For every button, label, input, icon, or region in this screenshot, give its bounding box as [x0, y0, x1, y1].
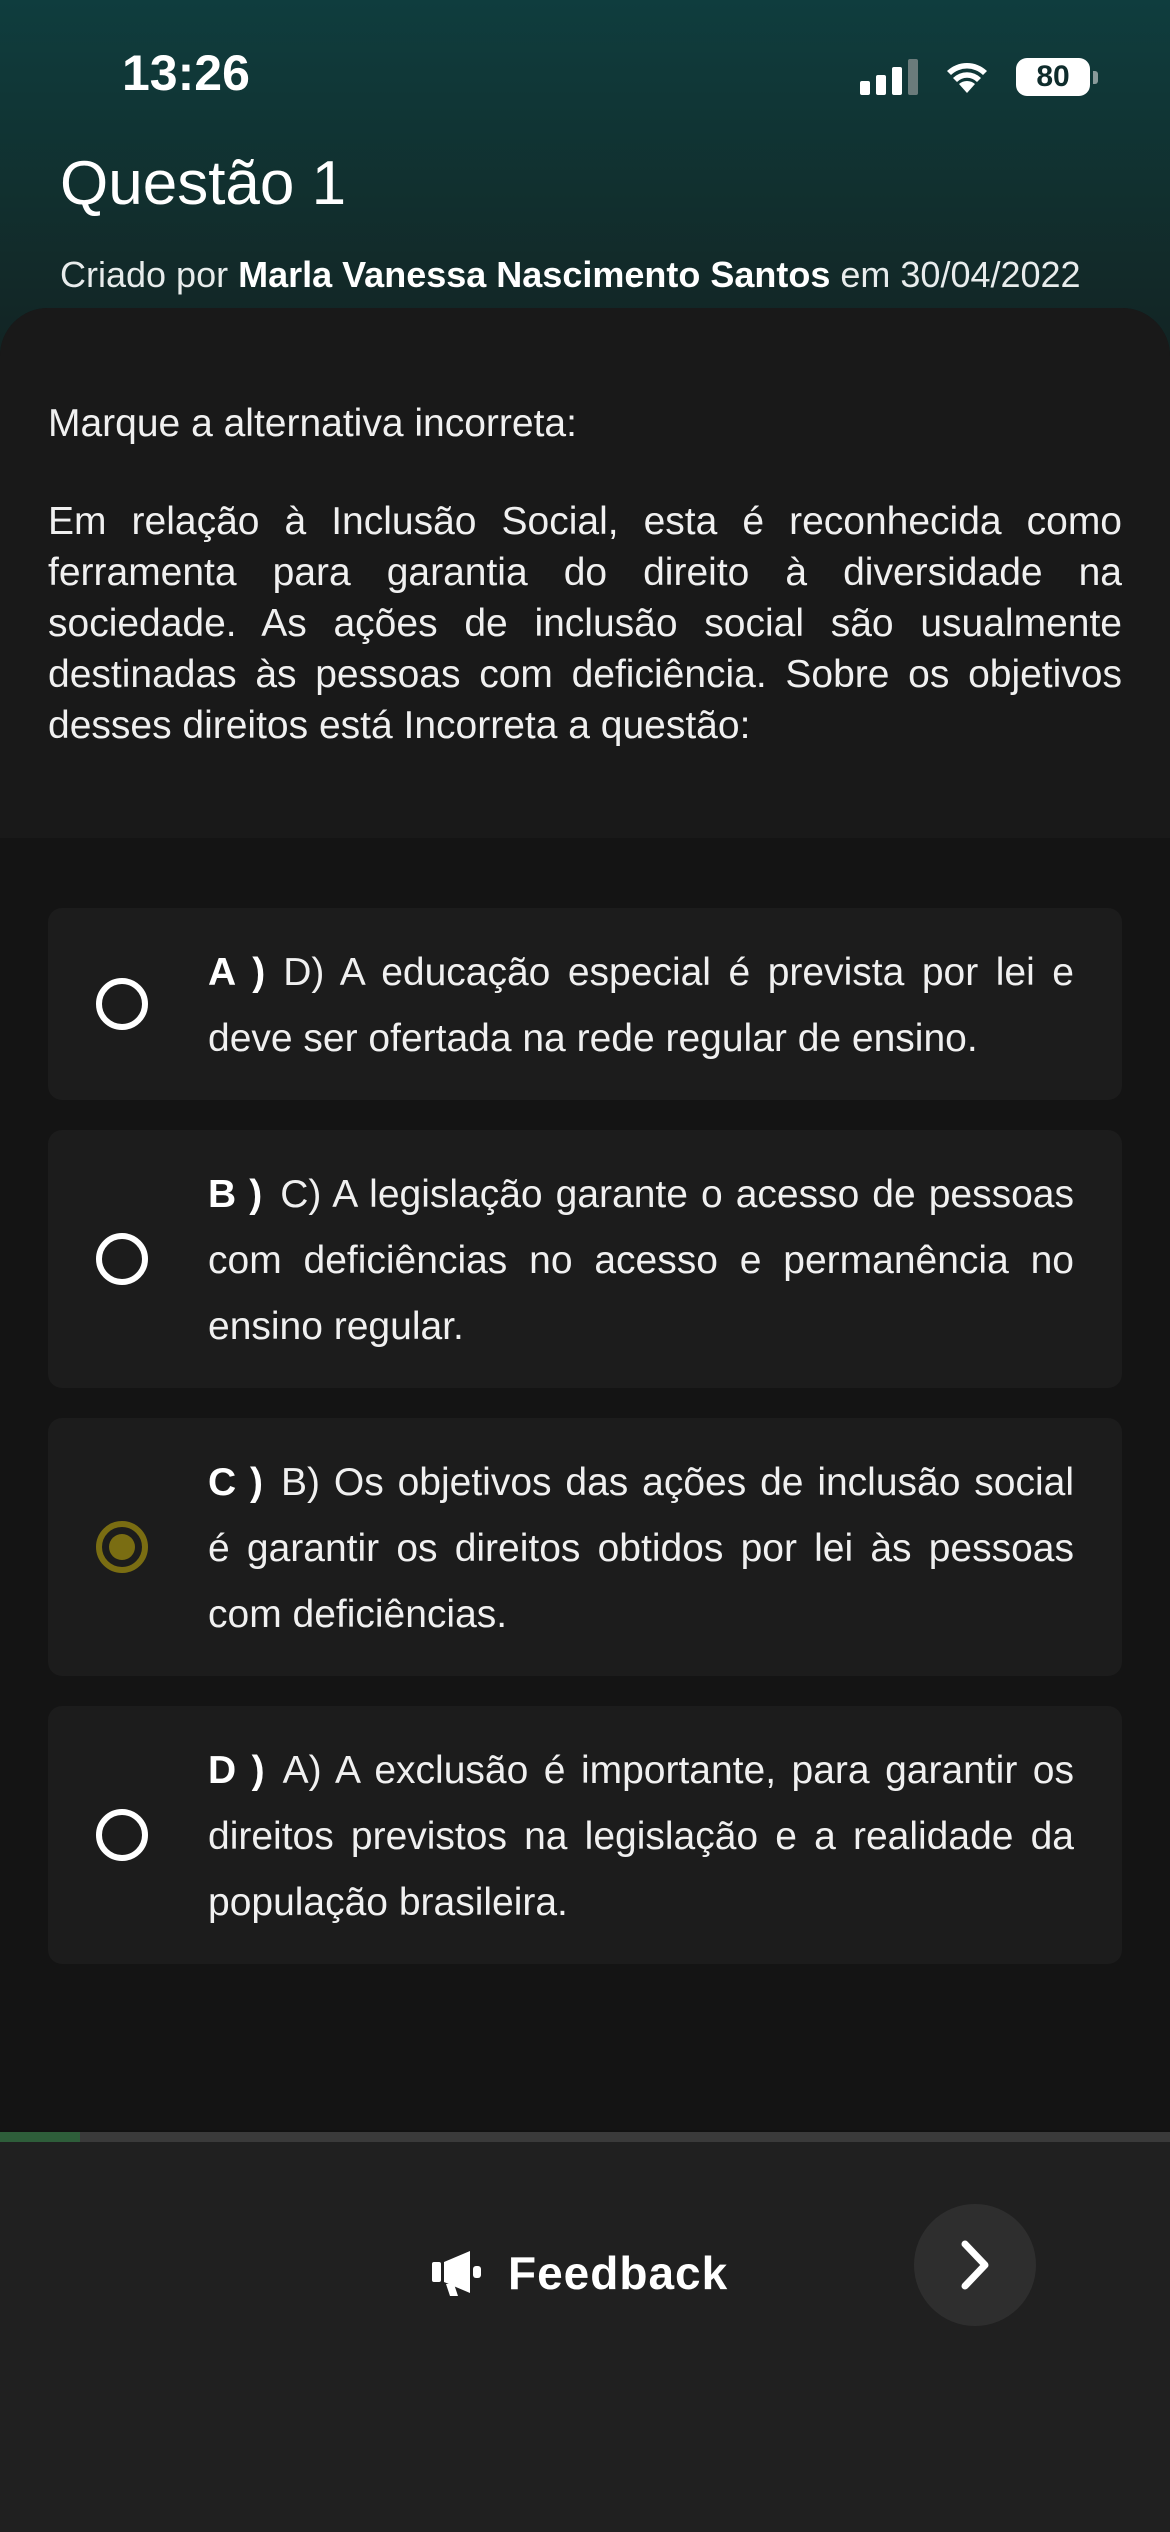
megaphone-icon: [430, 2248, 484, 2298]
radio-button[interactable]: [96, 1809, 148, 1861]
option-letter: C ): [208, 1461, 264, 1504]
option-a[interactable]: [48, 908, 1122, 1100]
option-label: B) Os objetivos das ações de inclusão social é garantir os direitos obtidos por lei às pessoas com deficiências.: [208, 1461, 1074, 1636]
creator-prefix: Criado por: [60, 254, 229, 295]
question-statement: Em relação à Inclusão Social, esta é reconhecida como ferramenta para garantia do direito à diversidade na sociedade. As ações de inclusão social são usualmente destinadas às pessoas com deficiência. Sobre os objetivos desses direitos está Incorreta a questão:: [48, 500, 1122, 747]
option-letter: B ): [208, 1173, 263, 1216]
option-label: C) A legislação garante o acesso de pessoas com deficiências no acesso e permanência no ensino regular.: [208, 1173, 1074, 1348]
chevron-right-icon: [955, 2238, 995, 2292]
feedback-label: Feedback: [508, 2247, 729, 2299]
option-text: [208, 1738, 1074, 1936]
option-c[interactable]: [48, 1418, 1122, 1676]
next-button[interactable]: [914, 2204, 1036, 2326]
battery-level: 80: [1036, 60, 1070, 93]
creator-date: em 30/04/2022: [840, 254, 1081, 295]
option-text: [208, 940, 1074, 1072]
question-block: [0, 308, 1170, 838]
option-d[interactable]: [48, 1706, 1122, 1964]
page-title: Questão 1: [60, 149, 347, 218]
status-icons: [860, 52, 1090, 102]
option-letter: A ): [208, 951, 266, 994]
progress-fill: [0, 2132, 80, 2142]
creator-name: Marla Vanessa Nascimento Santos: [238, 254, 831, 295]
radio-button-selected[interactable]: [96, 1521, 148, 1573]
option-text: [208, 1162, 1074, 1360]
option-letter: D ): [208, 1749, 265, 1792]
bottom-bar: [0, 2142, 1170, 2532]
creator-line: [60, 254, 1081, 296]
option-label: A) A exclusão é importante, para garantir os direitos previstos na legislação e a realidade da população brasileira.: [208, 1749, 1074, 1924]
feedback-button[interactable]: [430, 2228, 728, 2318]
status-time: 13:26: [122, 45, 250, 101]
option-text: [208, 1450, 1074, 1648]
option-label: D) A educação especial é prevista por lei e deve ser ofertada na rede regular de ensino.: [208, 951, 1074, 1060]
battery-icon: [1016, 58, 1090, 96]
radio-button[interactable]: [96, 978, 148, 1030]
radio-button[interactable]: [96, 1233, 148, 1285]
question-sheet: [0, 308, 1170, 2130]
option-b[interactable]: [48, 1130, 1122, 1388]
wifi-icon: [944, 59, 990, 95]
progress-bar: [0, 2132, 1170, 2142]
signal-icon: [860, 59, 918, 95]
question-prompt: Marque a alternativa incorreta:: [48, 402, 577, 445]
